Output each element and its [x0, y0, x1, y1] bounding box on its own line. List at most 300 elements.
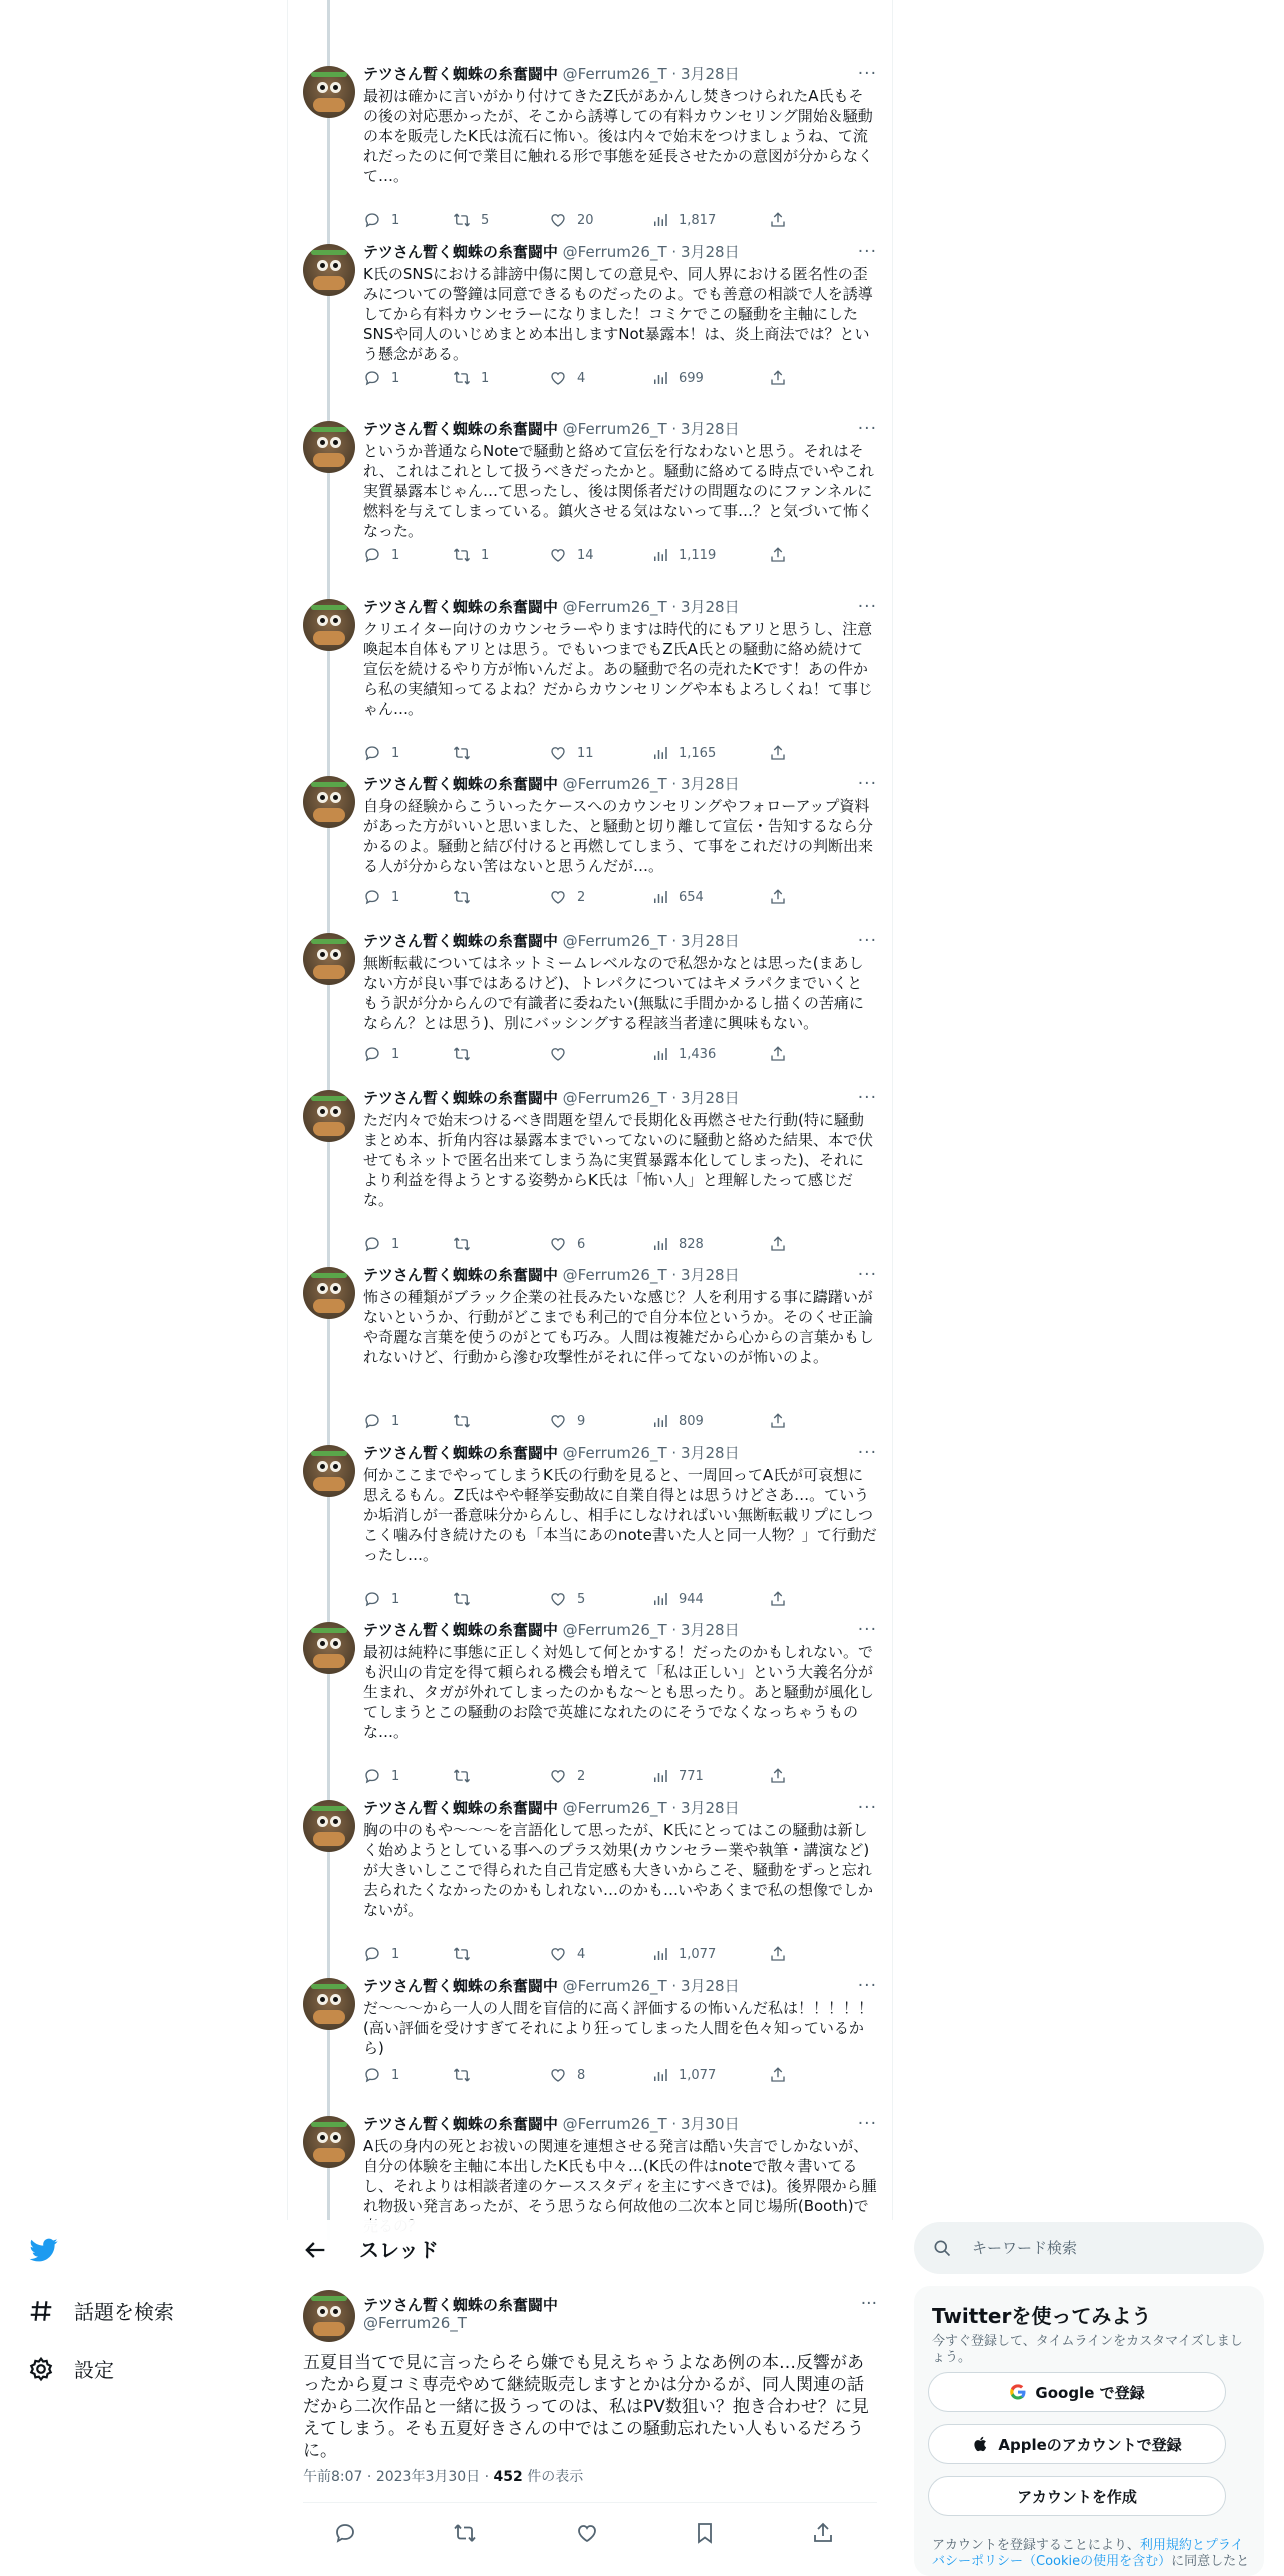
tweet-header: テツさん暫く蜘蛛の糸奮闘中 @Ferrum26_T · 3月30日 — [363, 2115, 740, 2133]
reply-count: 1 — [391, 1946, 400, 1962]
retweet-icon — [453, 1945, 471, 1963]
author-handle[interactable]: @Ferrum26_T — [562, 65, 667, 83]
signup-legal-text — [932, 2538, 1250, 2570]
more-options-icon[interactable]: ··· — [857, 242, 877, 262]
avatar[interactable] — [303, 599, 355, 651]
like-icon[interactable] — [575, 2521, 599, 2545]
views-icon — [651, 211, 669, 229]
views-button[interactable] — [651, 1044, 716, 1064]
like-count: 14 — [577, 547, 594, 563]
reply-count: 1 — [391, 1413, 400, 1429]
focused-tweet-actions — [303, 2502, 877, 2565]
reply-button[interactable] — [363, 210, 399, 230]
tweet-header: テツさん暫く蜘蛛の糸奮闘中 @Ferrum26_T · 3月28日 — [363, 1266, 740, 1284]
avatar[interactable] — [303, 66, 355, 118]
views-count: 1,165 — [679, 745, 717, 761]
like-button[interactable] — [549, 1411, 585, 1431]
tweet-text: 何かここまでやってしまうK氏の行動を見ると、一周回ってA氏が可哀想に思えるもん。Z氏はやや軽挙妄動故に自業自得とは思うけどさあ…。ていうか垢消しが一番意味分からんし、相手にしなければいい無断転載リプにしつこく噛み付き続けたのも「本当にあのnote書いた人と同一人物？」て行動だったし…。 — [363, 1466, 877, 1564]
tweet-date[interactable]: 3月28日 — [680, 1266, 740, 1284]
views-icon — [651, 1767, 669, 1785]
hashtag-icon — [28, 2298, 54, 2324]
views-icon — [651, 1412, 669, 1430]
avatar[interactable] — [303, 1978, 355, 2030]
tweet-date[interactable]: 2023年3月30日 — [375, 2469, 481, 2485]
more-options-icon[interactable]: ··· — [857, 1443, 877, 1463]
retweet-button[interactable] — [453, 368, 489, 388]
like-button[interactable] — [549, 368, 585, 388]
nav-explore-label: 話題を検索 — [74, 2300, 174, 2324]
tweet[interactable] — [287, 1606, 893, 1784]
like-count: 11 — [577, 745, 594, 761]
reply-button[interactable] — [363, 1944, 399, 1964]
more-options-icon[interactable]: ··· — [857, 64, 877, 84]
views-button[interactable] — [651, 368, 704, 388]
search-icon — [932, 2238, 952, 2258]
tweet[interactable] — [287, 1962, 893, 2100]
share-button[interactable] — [769, 887, 787, 907]
legal-prefix: アカウントを登録することにより、 — [932, 2538, 1140, 2553]
author-handle[interactable]: @Ferrum26_T — [562, 1977, 667, 1995]
retweet-icon — [453, 2066, 471, 2084]
tweet-text: 最初は確かに言いがかり付けてきたZ氏があかんし焚きつけられたA氏もその後の対応悪かったが、そこから誘導しての有料カウンセリング開始＆騒動の本を販売したK氏は流石に怖い。後は内々で始末をつけましょうね、て流れだったのに何で業目に触れる形で事態を延長させたかの意図が分からなくて…。 — [363, 87, 874, 185]
signup-description: 今すぐ登録して、タイムラインをカスタマイズしましょう。 — [932, 2334, 1243, 2365]
share-icon — [769, 546, 787, 564]
share-button[interactable] — [769, 1944, 787, 1964]
author-handle[interactable]: @Ferrum26_T — [562, 2115, 667, 2133]
more-options-icon[interactable]: ··· — [857, 597, 877, 617]
views-count: 809 — [679, 1413, 704, 1429]
tweet-text: だ～～～から一人の人間を盲信的に高く評価するの怖いんだ私は！！！！！(高い評価を受けすぎてそれにより狂ってしまった人間を色々知っているから) — [363, 1999, 874, 2057]
views-icon — [651, 1945, 669, 1963]
share-icon — [769, 1945, 787, 1963]
tweet[interactable] — [287, 760, 893, 917]
like-button[interactable] — [549, 1044, 577, 1064]
avatar[interactable] — [303, 244, 355, 296]
avatar[interactable] — [303, 1267, 355, 1319]
author-name[interactable]: テツさん暫く蜘蛛の糸奮闘中 — [363, 65, 558, 83]
reply-button[interactable] — [363, 1044, 399, 1064]
views-icon — [651, 369, 669, 387]
retweet-icon[interactable] — [453, 2521, 477, 2545]
retweet-count: 5 — [481, 212, 490, 228]
reply-button[interactable] — [363, 1766, 399, 1786]
tweet-text: 怖さの種類がブラック企業の社長みたいな感じ？人を利用する事に躊躇いがないというか、行動がどこまでも利己的で自分本位というか。そのくせ正論や奇麗な言葉を使うのがとても巧み。人間は複雑だから心からの言葉かもしれないけど、行動から滲む攻撃性がそれに伴ってないのが怖いのよ。 — [363, 1288, 874, 1366]
focused-author-handle[interactable]: @Ferrum26_T — [363, 2314, 467, 2332]
tweet-text: というか普通ならNoteで騒動と絡めて宣伝を行なわないと思う。それはそれ、これはこれとして扱うべきだったかと。騒動に絡めてる時点でいやこれ実質暴露本じゃん…て思ったし、後は関係者だけの問題なのにファンネルに燃料を与えてしまっている。鎮火させる気はないって事…？と気づいて怖くなった。 — [363, 442, 874, 540]
share-button[interactable] — [769, 545, 787, 565]
like-button[interactable] — [549, 1766, 585, 1786]
views-button[interactable] — [651, 2065, 716, 2085]
more-options-icon[interactable]: ··· — [857, 419, 877, 439]
tweet-text: A氏の身内の死とお祓いの関連を連想させる発言は酷い失言でしかないが、自分の体験を主軸に本出したK氏も中々…(K氏の件はnoteで散々書いてるし、それよりは相談者達のケーススタディを主にすべきでは)。後界隈から腫れ物扱い発言あったが、そう思うなら何故他の二次本と同じ場所(Booth)で — [363, 2137, 877, 2215]
author-name[interactable]: テツさん暫く蜘蛛の糸奮闘中 — [363, 1266, 558, 1284]
author-handle[interactable]: @Ferrum26_T — [562, 243, 667, 261]
retweet-button[interactable] — [453, 545, 489, 565]
share-icon — [769, 1045, 787, 1063]
reply-button[interactable] — [363, 887, 399, 907]
retweet-button[interactable] — [453, 1044, 481, 1064]
tweet-body — [363, 774, 877, 876]
more-options-icon[interactable]: ··· — [857, 1620, 877, 1640]
twitter-bird-icon — [28, 2236, 60, 2264]
back-arrow-icon[interactable] — [301, 2236, 329, 2264]
views-count: 1,817 — [679, 212, 717, 228]
reply-icon — [363, 211, 381, 229]
views-button[interactable] — [651, 1944, 716, 1964]
tweet-body — [363, 597, 877, 719]
views-icon — [651, 2066, 669, 2084]
tweet[interactable] — [287, 1074, 893, 1251]
reply-icon — [363, 1945, 381, 1963]
share-button[interactable] — [769, 368, 787, 388]
tweet-date[interactable]: 3月28日 — [680, 1799, 740, 1817]
tweet-actions — [363, 887, 795, 907]
retweet-icon — [453, 546, 471, 564]
tweet-body — [363, 419, 877, 541]
tweet-actions — [363, 1044, 795, 1064]
avatar[interactable] — [303, 2116, 355, 2168]
avatar[interactable] — [303, 1090, 355, 1142]
tweet[interactable] — [287, 583, 893, 760]
share-button[interactable] — [769, 1044, 787, 1064]
author-handle[interactable]: @Ferrum26_T — [562, 420, 667, 438]
reply-icon — [363, 1767, 381, 1785]
views-button[interactable] — [651, 210, 716, 230]
tweet-header: テツさん暫く蜘蛛の糸奮闘中 @Ferrum26_T · 3月28日 — [363, 243, 740, 261]
author-name[interactable]: テツさん暫く蜘蛛の糸奮闘中 — [363, 1089, 558, 1107]
author-name[interactable]: テツさん暫く蜘蛛の糸奮闘中 — [363, 1444, 558, 1462]
reply-count: 1 — [391, 1046, 400, 1062]
like-button[interactable] — [549, 887, 585, 907]
tweet-actions — [363, 2065, 795, 2085]
thread-header — [287, 2220, 893, 2280]
author-name[interactable]: テツさん暫く蜘蛛の糸奮闘中 — [363, 243, 558, 261]
nav-explore[interactable] — [28, 2296, 174, 2325]
like-icon — [549, 1412, 567, 1430]
tweet-header: テツさん暫く蜘蛛の糸奮闘中 @Ferrum26_T · 3月28日 — [363, 420, 740, 438]
tweet-header: テツさん暫く蜘蛛の糸奮闘中 @Ferrum26_T · 3月28日 — [363, 1799, 740, 1817]
like-button[interactable] — [549, 210, 594, 230]
retweet-button[interactable] — [453, 1944, 481, 1964]
more-options-icon[interactable]: ··· — [857, 1265, 877, 1285]
views-count: 1,119 — [679, 547, 717, 563]
views-count: 944 — [679, 1591, 704, 1607]
signup-panel — [914, 2286, 1264, 2576]
share-icon — [769, 211, 787, 229]
tweet-text: ただ内々で始末つけるべき問題を望んで長期化＆再燃させた行動(特に騒動まとめ本、折角内容は暴露本までいってないのに騒動と絡めた結果、本で伏せてもネットで匿名出来てしまう為に実質暴露本化してしまった)、それにより利益を得ようとする姿勢からK氏は「怖い人」と理解したって感じだな。 — [363, 1111, 874, 1209]
tweet-body — [363, 242, 877, 364]
create-account-label: アカウントを作成 — [1017, 2487, 1137, 2506]
tweet-date[interactable]: 3月28日 — [680, 932, 740, 950]
author-handle[interactable]: @Ferrum26_T — [562, 1089, 667, 1107]
retweet-button[interactable] — [453, 1766, 481, 1786]
tweet[interactable] — [287, 50, 893, 228]
tweet-actions — [363, 1944, 795, 1964]
views-count: 452 — [493, 2469, 523, 2485]
tweet-actions — [363, 1411, 795, 1431]
search-input[interactable]: キーワード検索 — [972, 2239, 1078, 2257]
avatar[interactable] — [303, 1800, 355, 1852]
tweet-body — [363, 1620, 877, 1742]
like-button[interactable] — [549, 545, 594, 565]
tweet-body — [363, 1088, 877, 1210]
share-button[interactable] — [769, 1766, 787, 1786]
reply-icon[interactable] — [333, 2521, 357, 2545]
views-icon — [651, 888, 669, 906]
views-button[interactable] — [651, 1766, 704, 1786]
views-icon — [651, 546, 669, 564]
tweet-actions — [363, 545, 795, 565]
reply-count: 1 — [391, 2067, 400, 2083]
legal-suffix: に同意したと — [1171, 2554, 1250, 2569]
tweet-text: クリエイター向けのカウンセラーやりますは時代的にもアリと思うし、注意喚起本自体もアリとは思う。でもいつまでもZ氏A氏との騒動に絡め続けて宣伝を続けるやり方が怖いんだよ。あの騒動で名の売れたKです！あの件から私の実績知ってるよね？だからカウンセリングや本もよろしくね！て事じゃん…。 — [363, 620, 873, 718]
author-name[interactable]: テツさん暫く蜘蛛の糸奮闘中 — [363, 775, 558, 793]
views-label: 件の表示 — [527, 2469, 584, 2485]
create-account-button[interactable] — [928, 2476, 1226, 2516]
tweet-header: テツさん暫く蜘蛛の糸奮闘中 @Ferrum26_T · 3月28日 — [363, 598, 740, 616]
like-count: 4 — [577, 370, 586, 386]
retweet-button[interactable] — [453, 887, 481, 907]
retweet-count: 1 — [481, 370, 490, 386]
like-icon — [549, 1767, 567, 1785]
views-count: 1,436 — [679, 1046, 717, 1062]
retweet-icon — [453, 211, 471, 229]
like-icon — [549, 888, 567, 906]
reply-count: 1 — [391, 370, 400, 386]
retweet-icon — [453, 1767, 471, 1785]
tweet-header: テツさん暫く蜘蛛の糸奮闘中 @Ferrum26_T · 3月28日 — [363, 1444, 740, 1462]
tweet[interactable] — [287, 917, 893, 1074]
share-icon — [769, 369, 787, 387]
author-handle[interactable]: @Ferrum26_T — [562, 932, 667, 950]
like-icon — [549, 369, 567, 387]
views-count: 654 — [679, 889, 704, 905]
like-icon — [549, 1945, 567, 1963]
retweet-icon — [453, 369, 471, 387]
share-button[interactable] — [769, 2065, 787, 2085]
more-options-icon[interactable]: ··· — [857, 2114, 877, 2134]
tweet-header: テツさん暫く蜘蛛の糸奮闘中 @Ferrum26_T · 3月28日 — [363, 1621, 740, 1639]
share-button[interactable] — [769, 210, 787, 230]
like-count: 5 — [577, 1591, 586, 1607]
like-icon — [549, 546, 567, 564]
tweet-body — [363, 1443, 877, 1565]
reply-count: 1 — [391, 889, 400, 905]
author-handle[interactable]: @Ferrum26_T — [562, 598, 667, 616]
tweet[interactable] — [287, 405, 893, 583]
share-icon[interactable] — [811, 2521, 835, 2545]
author-handle[interactable]: @Ferrum26_T — [562, 1444, 667, 1462]
tweet[interactable] — [287, 228, 893, 405]
avatar[interactable] — [303, 2290, 355, 2342]
author-name[interactable]: テツさん暫く蜘蛛の糸奮闘中 — [363, 1977, 558, 1995]
retweet-icon — [453, 1045, 471, 1063]
tweet-actions — [363, 1766, 795, 1786]
like-count: 8 — [577, 2067, 586, 2083]
nav-settings-label: 設定 — [74, 2358, 114, 2382]
reply-button[interactable] — [363, 2065, 399, 2085]
tweet-actions — [363, 368, 795, 388]
more-options-icon[interactable]: ··· — [857, 1798, 877, 1818]
tweet-actions — [363, 210, 795, 230]
terms-link[interactable]: 利用規約とプライバシーポリシー（Cookieの使用を含む） — [932, 2538, 1244, 2569]
like-icon — [549, 2066, 567, 2084]
author-handle[interactable]: @Ferrum26_T — [562, 1266, 667, 1284]
like-count: 2 — [577, 889, 586, 905]
more-options-icon[interactable]: ··· — [857, 1088, 877, 1108]
reply-icon — [363, 2066, 381, 2084]
gear-icon — [28, 2356, 54, 2382]
tweet-date[interactable]: 3月28日 — [680, 1089, 740, 1107]
tweet-text: 自身の経験からこういったケースへのカウンセリングやフォローアップ資料があった方がいいと思いました、と騒動と切り離して宣伝・告知するなら分かるのよ。騒動と結び付けると再燃してしまう、て事をこれだけの判断出来る人が分からない筈はないと思うんだが…。 — [363, 797, 874, 875]
author-name[interactable]: テツさん暫く蜘蛛の糸奮闘中 — [363, 598, 558, 616]
reply-button[interactable] — [363, 1411, 399, 1431]
apple-signup-label: Appleのアカウントで登録 — [998, 2435, 1182, 2454]
reply-count: 1 — [391, 1768, 400, 1784]
like-count: 2 — [577, 1768, 586, 1784]
share-icon — [769, 2066, 787, 2084]
tweet-text: 胸の中のもや～～～を言語化して思ったが、K氏にとってはこの騒動は新しく始めようとしている事へのプラス効果(カウンセラー業や執筆・講演など)が大きいしここで得られた自己肯定感も大きいからこそ、騒動をずっと忘れ去られたくなかったのかもしれない…のかも…いやあくまで私の想像でしかないが。 — [363, 1821, 874, 1919]
tweet-header: テツさん暫く蜘蛛の糸奮闘中 @Ferrum26_T · 3月28日 — [363, 65, 740, 83]
like-icon — [549, 211, 567, 229]
tweet-text: 無断転載についてはネットミームレベルなので私怨かなとは思った(まあしない方が良い事ではあるけど)、トレパクについてはキメラパクまでいくともう訳が分からんので有識者に委ねたい(無駄に手間かかるし描くの苦痛にならん？とは思う)、別にバッシングする程該当者達に興味もない。 — [363, 954, 864, 1032]
google-icon — [1009, 2383, 1027, 2401]
author-handle[interactable]: @Ferrum26_T — [562, 775, 667, 793]
share-icon — [769, 1412, 787, 1430]
more-options-icon[interactable]: ··· — [857, 931, 877, 951]
views-button[interactable] — [651, 1411, 704, 1431]
author-name[interactable]: テツさん暫く蜘蛛の糸奮闘中 — [363, 420, 558, 438]
views-button[interactable] — [651, 887, 704, 907]
reply-count: 1 — [391, 745, 400, 761]
reply-button[interactable] — [363, 368, 399, 388]
like-count: 6 — [577, 1236, 586, 1252]
more-options-icon[interactable]: ··· — [857, 774, 877, 794]
views-icon — [651, 1045, 669, 1063]
author-handle[interactable]: @Ferrum26_T — [562, 1621, 667, 1639]
signup-title: Twitterを使ってみよう — [932, 2304, 1152, 2328]
tweet-header: テツさん暫く蜘蛛の糸奮闘中 @Ferrum26_T · 3月28日 — [363, 1977, 740, 1995]
tweet-header: テツさん暫く蜘蛛の糸奮闘中 @Ferrum26_T · 3月28日 — [363, 1089, 740, 1107]
author-name[interactable]: テツさん暫く蜘蛛の糸奮闘中 — [363, 1621, 558, 1639]
search-bar[interactable] — [914, 2222, 1264, 2274]
google-signup-label: Google で登録 — [1035, 2383, 1145, 2402]
retweet-icon — [453, 888, 471, 906]
views-count: 828 — [679, 1236, 704, 1252]
retweet-button[interactable] — [453, 1411, 481, 1431]
share-icon — [769, 1767, 787, 1785]
tweet-text: K氏のSNSにおける誹謗中傷に関しての意見や、同人界における匿名性の歪みについての警鐘は同意できるものだったのよ。でも善意の相談で人を誘導してから有料カウンセラーになりました！コミケでこの騒動を主軸にしたSNSや同人のいじめまとめ本出しますNot暴露本！は、炎上商法では？という懸念がある。 — [363, 265, 873, 363]
tweet-body — [363, 2114, 877, 2236]
tweet-date[interactable]: 3月28日 — [680, 598, 740, 616]
avatar[interactable] — [303, 933, 355, 985]
author-name[interactable]: テツさん暫く蜘蛛の糸奮闘中 — [363, 1799, 558, 1817]
more-options-icon[interactable]: ··· — [860, 2294, 877, 2314]
thread-title: スレッド — [359, 2238, 439, 2262]
views-count: 1,077 — [679, 1946, 717, 1962]
reply-count: 1 — [391, 212, 400, 228]
tweet-date[interactable]: 3月28日 — [680, 65, 740, 83]
author-handle[interactable]: @Ferrum26_T — [562, 1799, 667, 1817]
retweet-count: 1 — [481, 547, 490, 563]
views-count: 699 — [679, 370, 704, 386]
like-count: 9 — [577, 1413, 586, 1429]
tweet[interactable] — [287, 1251, 893, 1429]
avatar[interactable] — [303, 1445, 355, 1497]
retweet-icon — [453, 1412, 471, 1430]
focused-tweet-text: 五夏目当てで見に言ったらそら嫌でも見えちゃうよなあ例の本…反響があったから夏コミ専売やめて継続販売しますとかは分かるが、同人関連の話だから二次作品と一緒に扱うってのは、私はPV数狙い？抱き合わせ？に見えてしまう。そも五夏好きさんの中ではこの騒動忘れたい人もいるだろうに。 — [303, 2353, 869, 2461]
google-signup-button[interactable] — [928, 2372, 1226, 2412]
author-name[interactable]: テツさん暫く蜘蛛の糸奮闘中 — [363, 932, 558, 950]
twitter-logo[interactable] — [28, 2236, 60, 2264]
like-icon — [549, 1045, 567, 1063]
tweet-date[interactable]: 3月28日 — [680, 775, 740, 793]
tweet-date[interactable]: 3月28日 — [680, 1444, 740, 1462]
tweet-date[interactable]: 3月30日 — [680, 2115, 740, 2133]
tweet[interactable] — [287, 1784, 893, 1962]
like-button[interactable] — [549, 2065, 585, 2085]
share-button[interactable] — [769, 1411, 787, 1431]
reply-button[interactable] — [363, 545, 399, 565]
tweet[interactable] — [287, 1429, 893, 1606]
retweet-button[interactable] — [453, 210, 489, 230]
tweet-date[interactable]: 3月28日 — [680, 1621, 740, 1639]
like-count: 20 — [577, 212, 594, 228]
tweet-time[interactable]: 午前8:07 — [303, 2469, 363, 2485]
like-button[interactable] — [549, 1944, 585, 1964]
apple-icon — [972, 2435, 990, 2453]
apple-signup-button[interactable] — [928, 2424, 1226, 2464]
focused-tweet — [287, 2280, 893, 2568]
tweet-date[interactable]: 3月28日 — [680, 243, 740, 261]
reply-count: 1 — [391, 547, 400, 563]
reply-icon — [363, 369, 381, 387]
avatar[interactable] — [303, 1622, 355, 1674]
retweet-button[interactable] — [453, 2065, 481, 2085]
more-options-icon[interactable]: ··· — [857, 1976, 877, 1996]
tweet-header: テツさん暫く蜘蛛の糸奮闘中 @Ferrum26_T · 3月28日 — [363, 932, 740, 950]
tweet-body — [363, 931, 877, 1033]
share-icon — [769, 888, 787, 906]
avatar[interactable] — [303, 421, 355, 473]
reply-icon — [363, 1412, 381, 1430]
reply-icon — [363, 546, 381, 564]
tweet-date[interactable]: 3月28日 — [680, 1977, 740, 1995]
tweet-text: 最初は純粋に事態に正しく対処して何とかする！だったのかもしれない。でも沢山の肯定を得て頼られる機会も増えて「私は正しい」という大義名分が生まれ、タガが外れてしまったのかもな～とも思ったり。あと騒動が風化してしまうとこの騒動のお陰で英雄になれたのにそうでなくなっちゃうものな…。 — [363, 1643, 874, 1741]
tweet-body — [363, 1976, 877, 2058]
tweet-date[interactable]: 3月28日 — [680, 420, 740, 438]
focused-author-name[interactable]: テツさん暫く蜘蛛の糸奮闘中 — [363, 2296, 558, 2314]
views-count: 771 — [679, 1768, 704, 1784]
author-name[interactable]: テツさん暫く蜘蛛の糸奮闘中 — [363, 2115, 558, 2133]
tweet[interactable] — [287, 2100, 893, 2230]
bookmark-icon[interactable] — [693, 2521, 717, 2545]
reply-count: 1 — [391, 1591, 400, 1607]
views-button[interactable] — [651, 545, 716, 565]
focused-tweet-meta: 午前8:07 · 2023年3月30日 · 452 件の表示 — [303, 2469, 584, 2485]
reply-icon — [363, 1045, 381, 1063]
tweet-body — [363, 1265, 877, 1367]
avatar[interactable] — [303, 776, 355, 828]
reply-icon — [363, 888, 381, 906]
like-count: 4 — [577, 1946, 586, 1962]
nav-settings[interactable] — [28, 2354, 114, 2383]
tweet-body — [363, 1798, 877, 1920]
reply-count: 1 — [391, 1236, 400, 1252]
views-count: 1,077 — [679, 2067, 717, 2083]
tweet-body — [363, 64, 877, 186]
tweet-header: テツさん暫く蜘蛛の糸奮闘中 @Ferrum26_T · 3月28日 — [363, 775, 740, 793]
